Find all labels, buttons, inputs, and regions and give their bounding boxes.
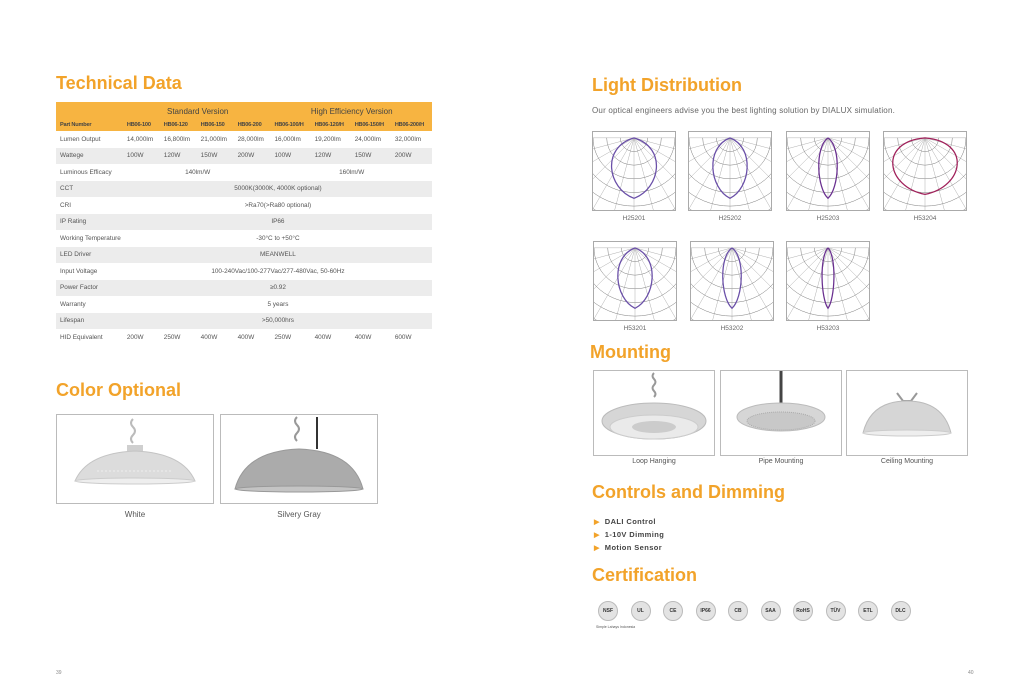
polar-chart-label: H25201	[622, 215, 646, 222]
row-label: Luminous Efficacy	[60, 168, 112, 176]
table-row	[56, 280, 432, 297]
row-value: 16,000lm	[274, 135, 301, 143]
silvery-gray-caption: Silvery Gray	[277, 510, 321, 519]
loop-hanging-photo	[593, 370, 715, 456]
polar-chart-label: H53203	[816, 325, 840, 332]
row-value: 160lm/W	[339, 168, 365, 176]
certification-title: Certification	[592, 565, 698, 585]
technical-data-title: Technical Data	[56, 73, 182, 93]
row-value: 5 years	[267, 300, 289, 308]
part-number-cell: HB06-200/H	[392, 118, 432, 131]
cert-logo-ce: CE	[663, 601, 683, 621]
row-value: >50,000hrs	[124, 313, 432, 330]
row-value: 600W	[394, 333, 412, 341]
controls-dimming-title: Controls and Dimming	[592, 482, 785, 502]
polar-chart-h53203	[786, 241, 870, 321]
cert-logo-ip66: IP66	[696, 601, 716, 621]
light-distribution-title: Light Distribution	[592, 75, 742, 95]
row-label: IP Rating	[56, 214, 124, 231]
standard-version-header: Standard Version	[124, 102, 272, 118]
row-label: CRI	[60, 201, 72, 209]
polar-grid-mark	[593, 138, 634, 210]
part-number-label: Part Number	[56, 118, 124, 131]
row-value: >Ra70(>Ra80 optional)	[244, 201, 312, 209]
table-row	[56, 131, 432, 148]
silvery-gray-lamp-photo	[220, 414, 378, 504]
part-number-cell: HB06-200	[235, 118, 272, 131]
polar-grid-mark	[732, 248, 773, 320]
row-value: 250W	[163, 333, 181, 341]
row-label: CCT	[56, 181, 124, 198]
part-number-row	[56, 118, 432, 131]
row-value: 28,000lm	[237, 135, 264, 143]
mounting-title: Mounting	[590, 342, 671, 362]
control-item-1-10v: ▶ 1-10V Dimming	[594, 530, 665, 539]
row-value: 400W	[200, 333, 218, 341]
row-value: ≥0.92	[124, 280, 432, 297]
row-value: 14,000lm	[126, 135, 154, 143]
polar-grid-mark	[691, 248, 732, 320]
white-lamp-photo	[56, 414, 214, 504]
cert-note: Simple Lahays Indonesia	[596, 625, 636, 629]
light-distribution-subtitle: Our optical engineers advise you the best lighting solution by DIALUX simulation.	[592, 106, 896, 115]
table-row	[56, 148, 432, 165]
row-value: IP66	[124, 214, 432, 231]
row-value: 120W	[161, 148, 198, 165]
polar-chart-h25203	[786, 131, 870, 211]
row-label: LED Driver	[56, 247, 124, 264]
polar-chart-h53201	[593, 241, 677, 321]
row-value: 100W	[124, 148, 161, 165]
row-value: 120W	[312, 148, 352, 165]
cert-logo-etl: ETL	[858, 601, 878, 621]
row-value: 150W	[352, 148, 392, 165]
part-number-cell: HB06-100	[124, 118, 161, 131]
table-row	[56, 329, 432, 346]
left-page-number: 39	[56, 670, 62, 676]
cert-logo-cb: CB	[728, 601, 748, 621]
row-value: 100-240Vac/100-277Vac/277-480Vac, 50-60Hz	[211, 267, 345, 275]
row-label: Warranty	[60, 300, 86, 308]
table-row	[56, 296, 432, 313]
table-row	[56, 197, 432, 214]
row-label: Working Temperature	[60, 234, 121, 242]
polar-chart-h53202	[690, 241, 774, 321]
table-group-header-row	[56, 102, 432, 118]
cert-logo-ul: UL	[631, 601, 651, 621]
row-value: 140lm/W	[185, 168, 211, 176]
polar-grid-mark	[828, 138, 869, 210]
polar-grid-mark	[787, 138, 828, 210]
polar-chart-h25201	[592, 131, 676, 211]
ceiling-mounting-photo	[846, 370, 968, 456]
high-efficiency-header: High Efficiency Version	[271, 102, 432, 118]
row-value: 400W	[354, 333, 372, 341]
table-row	[56, 230, 432, 247]
row-label: Power Factor	[56, 280, 124, 297]
mounting-caption-ceiling: Ceiling Mounting	[880, 458, 934, 465]
polar-chart-label: H53201	[623, 325, 647, 332]
row-value: -30°C to +50°C	[256, 234, 300, 242]
part-number-cell: HB06-150	[198, 118, 235, 131]
row-value: MEANWELL	[124, 247, 432, 264]
technical-data-table	[56, 102, 432, 346]
row-value: 16,800lm	[163, 135, 191, 143]
cert-logo-tv: TÜV	[826, 601, 846, 621]
row-value: 200W	[235, 148, 272, 165]
row-label: Wattege	[56, 148, 124, 165]
row-value: 250W	[274, 333, 292, 341]
table-row	[56, 313, 432, 330]
polar-grid-mark	[925, 138, 966, 210]
row-label: Lifespan	[56, 313, 124, 330]
row-value: 200W	[392, 148, 432, 165]
white-caption: White	[124, 510, 146, 519]
row-label: HID Equivalent	[60, 333, 103, 341]
row-value: 5000K(3000K, 4000K optional)	[124, 181, 432, 198]
row-value: 21,000lm	[200, 135, 227, 143]
part-number-cell: HB06-120/H	[312, 118, 352, 131]
polar-chart-h53204	[883, 131, 967, 211]
row-value: 400W	[314, 333, 332, 341]
cert-logo-nsf: NSF	[598, 601, 618, 621]
polar-grid-mark	[689, 138, 730, 210]
mounting-caption-pipe: Pipe Mounting	[758, 458, 804, 465]
row-value: 32,000lm	[394, 135, 422, 143]
polar-grid-mark	[634, 138, 675, 210]
polar-grid-mark	[884, 138, 925, 210]
row-value: 100W	[271, 148, 311, 165]
table-row	[56, 263, 432, 280]
row-label: Lumen Output	[60, 135, 101, 143]
cert-logo-rohs: RoHS	[793, 601, 813, 621]
table-row	[56, 164, 432, 181]
pipe-mounting-photo	[720, 370, 842, 456]
right-page-number: 40	[968, 670, 974, 676]
table-row	[56, 181, 432, 198]
polar-grid-mark	[594, 248, 635, 320]
row-value: 400W	[237, 333, 255, 341]
row-value: 24,000lm	[354, 135, 381, 143]
table-row	[56, 214, 432, 231]
row-value: 200W	[126, 333, 144, 341]
polar-chart-h25202	[688, 131, 772, 211]
polar-grid-mark	[635, 248, 676, 320]
control-item-dali: ▶ DALI Control	[594, 517, 656, 526]
color-optional-title: Color Optional	[56, 380, 181, 400]
polar-grid-mark	[730, 138, 771, 210]
cert-logo-dlc: DLC	[891, 601, 911, 621]
row-value: 19,200lm	[314, 135, 341, 143]
part-number-cell: HB06-120	[161, 118, 198, 131]
polar-chart-label: H53204	[913, 215, 937, 222]
part-number-cell: HB06-100/H	[271, 118, 311, 131]
table-row	[56, 247, 432, 264]
polar-chart-label: H53202	[720, 325, 744, 332]
polar-chart-label: H25202	[718, 215, 742, 222]
cert-logo-saa: SAA	[761, 601, 781, 621]
row-value: 150W	[198, 148, 235, 165]
polar-chart-label: H25203	[816, 215, 840, 222]
control-item-motion-sensor: ▶ Motion Sensor	[594, 543, 663, 552]
header-spacer	[56, 102, 124, 118]
row-label: Input Voltage	[60, 267, 98, 275]
part-number-cell: HB06-150/H	[352, 118, 392, 131]
mounting-caption-loop: Loop Hanging	[632, 458, 676, 465]
